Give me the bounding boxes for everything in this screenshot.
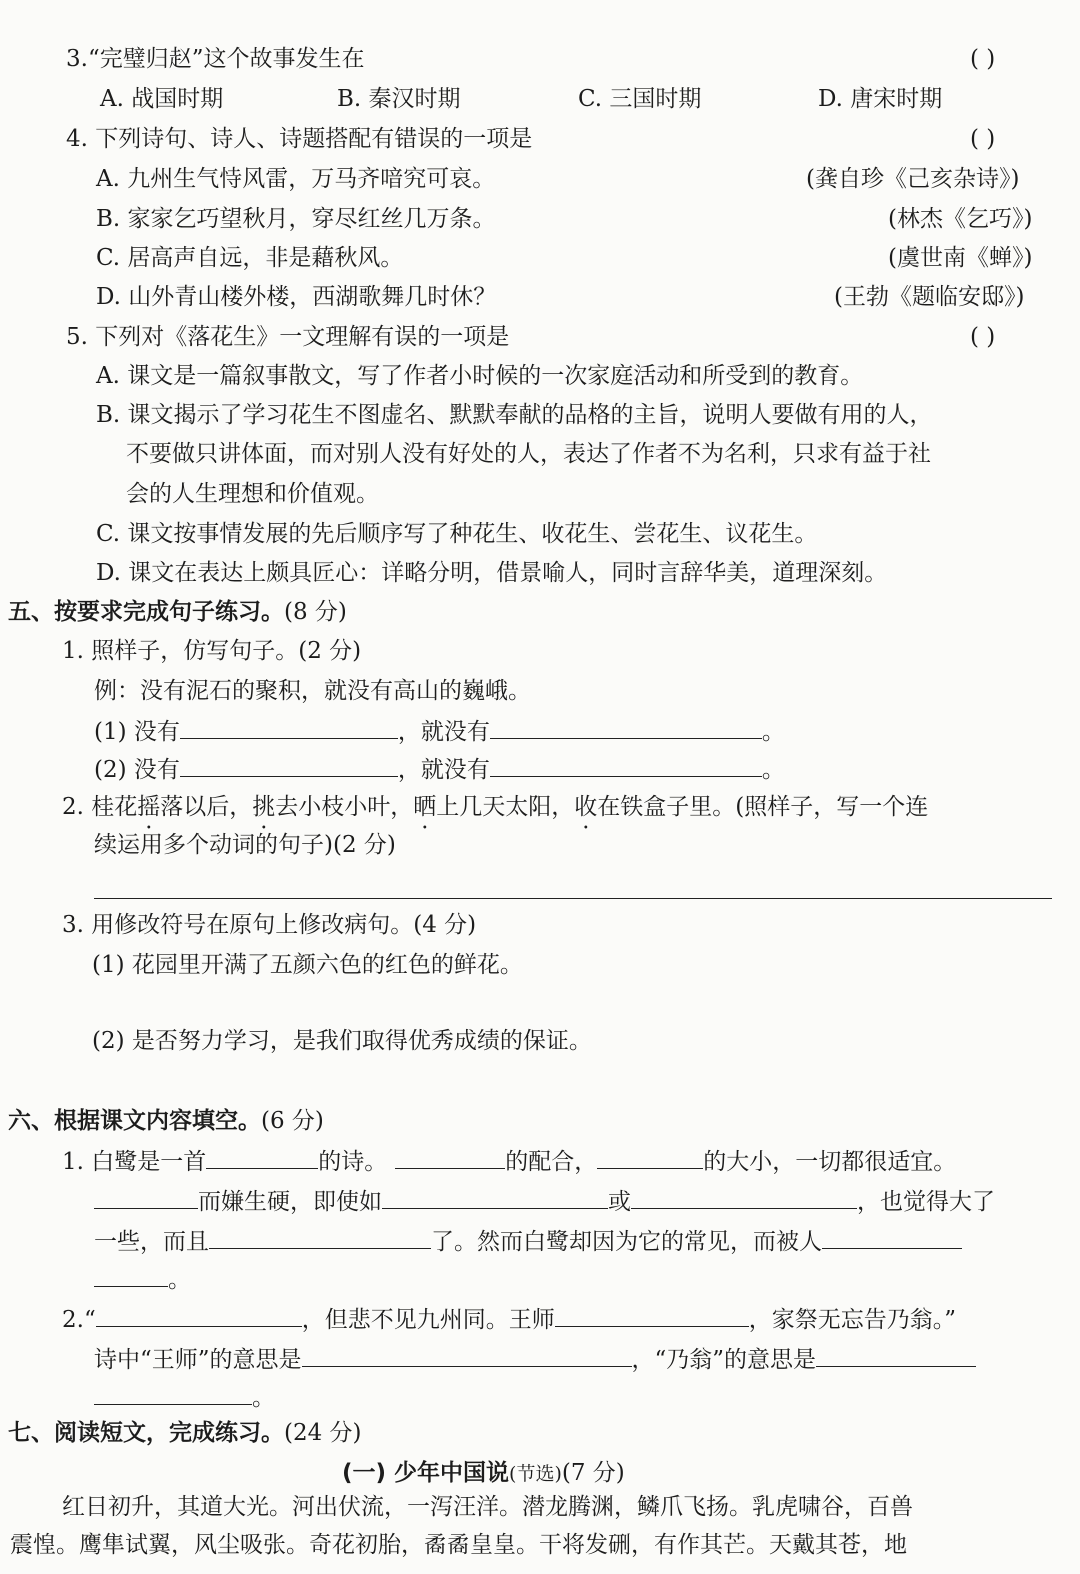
q4-option-a-source: (龚自珍《己亥杂诗》) [806,166,1020,192]
q3-stem: 3.“完璧归赵”这个故事发生在 [66,46,365,72]
s6-text: 而嫌生硬，即使如 [198,1189,382,1215]
reading-1-score: (7 分) [561,1460,625,1486]
s6-blank[interactable] [94,1382,252,1405]
s6-text: 了。然而白鹭却因为它的常见，而被人 [431,1229,822,1255]
q4-option-a[interactable]: A. 九州生气恃风雷，万马齐喑究可哀。 [96,166,496,192]
s6-text: ，家祭无忘告乃翁。” [748,1307,956,1333]
reading-1-para-line1: 红日初升，其道大光。河出伏流，一泻汪洋。潜龙腾渊，鳞爪飞扬。乳虎啸谷，百兽 [62,1494,913,1520]
s5-q2-text: 2. 桂花 [62,794,138,820]
s5-q2-stem [62,792,928,822]
s5-q1-stem: 1. 照样子，仿写句子。(2 分) [62,638,362,664]
s6-blank[interactable] [302,1344,632,1367]
s5-q2-stem-line2: 续运用多个动词的句子)(2 分) [94,832,396,858]
q4-option-d[interactable]: D. 山外青山楼外楼，西湖歌舞几时休？ [96,284,497,310]
q4-answer-paren[interactable]: ( ) [970,126,996,152]
q5-option-b-line2: 不要做只讲体面，而对别人没有好处的人，表达了作者不为名利，只求有益于社 [126,441,931,467]
s5-q2-text: 去小枝小叶， [275,794,414,820]
q5-answer-paren[interactable]: ( ) [970,324,996,350]
s6-blank[interactable] [206,1146,318,1169]
s6-blank[interactable] [382,1186,608,1209]
s5-q1-item2 [94,754,785,785]
q4-stem: 4. 下列诗句、诗人、诗题搭配有错误的一项是 [66,126,533,152]
q5-option-d[interactable]: D. 课文在表达上颇具匠心：详略分明，借景喻人，同时言辞华美，道理深刻。 [96,560,888,586]
s5-q1-item1-end: 。 [761,719,785,745]
s6-blank[interactable] [631,1186,857,1209]
q4-option-b-source: (林杰《乞巧》) [888,206,1033,232]
section-6-title: 六、根据课文内容填空。 [8,1108,261,1134]
s5-q1-item2-blank1[interactable] [180,754,398,777]
s5-q1-item1-mid: ，就没有 [397,719,490,745]
q5-option-b-line1[interactable]: B. 课文揭示了学习花生不图虚名、默默奉献的品格的主旨，说明人要做有用的人， [96,402,933,428]
q3-option-b[interactable]: B. 秦汉时期 [337,86,461,112]
s6-q2-line3 [94,1382,275,1413]
s6-text: 的配合， [505,1149,598,1175]
s5-q3-sentence1[interactable]: (1) 花园里开满了五颜六色的红色的鲜花。 [92,952,523,978]
s5-q1-item1-blank2[interactable] [490,716,762,739]
section-6-heading [8,1106,324,1136]
q5-option-a[interactable]: A. 课文是一篇叙事散文，写了作者小时候的一次家庭活动和所受到的教育。 [96,363,864,389]
section-6-score: (6 分) [261,1108,324,1134]
s6-q2-line2 [94,1344,976,1375]
s6-text: ，但悲不见九州同。王师 [301,1307,555,1333]
s5-q1-item2-blank2[interactable] [490,754,762,777]
q3-answer-paren[interactable]: ( ) [970,46,996,72]
s6-text: 。 [252,1385,275,1411]
s5-q1-item2-prefix: (2) 没有 [94,757,180,783]
s5-q2-text: 上几天太阳， [436,794,575,820]
q5-option-c[interactable]: C. 课文按事情发展的先后顺序写了种花生、收花生、尝花生、议花生。 [96,521,818,547]
s5-q3-sentence2[interactable]: (2) 是否努力学习，是我们取得优秀成绩的保证。 [92,1028,592,1054]
q4-option-b[interactable]: B. 家家乞巧望秋月，穿尽红丝几万条。 [96,206,496,232]
s6-text: 的大小，一切都很适宜。 [703,1149,957,1175]
s6-blank[interactable] [555,1304,749,1327]
s5-q1-item2-mid: ，就没有 [397,757,490,783]
s6-blank[interactable] [94,1186,198,1209]
s6-blank[interactable] [822,1226,962,1249]
s5-q2-verb: 收 [574,794,598,820]
s6-blank[interactable] [209,1226,431,1249]
q5-stem: 5. 下列对《落花生》一文理解有误的一项是 [66,324,510,350]
reading-1-title-text: (一) 少年中国说 [342,1460,510,1486]
s6-q1-line1 [62,1146,956,1177]
s5-q2-verb: 摇 [137,794,161,820]
s5-q2-verb: 挑 [252,794,276,820]
q4-option-c-source: (虞世南《蝉》) [888,245,1033,271]
s6-text: ，也觉得大了 [857,1189,995,1215]
reading-1-para-line2: 震惶。鹰隼试翼，风尘吸张。奇花初胎，矞矞皇皇。干将发硎，有作其芒。天戴其苍，地 [10,1532,907,1558]
q3-option-a[interactable]: A. 战国时期 [100,86,224,112]
section-7-title: 七、阅读短文，完成练习。 [8,1420,284,1446]
s6-text: 2.“ [62,1307,96,1333]
s5-q1-item1 [94,716,785,747]
section-5-heading [8,597,347,627]
q4-option-c[interactable]: C. 居高声自远，非是藉秋风。 [96,245,404,271]
s6-text: 或 [608,1189,631,1215]
q5-option-b-line3: 会的人生理想和价值观。 [126,481,379,507]
q3-option-c[interactable]: C. 三国时期 [578,86,702,112]
s5-q2-text: 在铁盒子里。(照样子，写一个连 [597,794,929,820]
s5-q1-item1-prefix: (1) 没有 [94,719,180,745]
q3-option-d[interactable]: D. 唐宋时期 [818,86,943,112]
s6-text: 诗中“王师”的意思是 [94,1347,302,1373]
s6-blank[interactable] [96,1304,302,1327]
s6-blank[interactable] [816,1344,976,1367]
s5-q1-item1-blank1[interactable] [180,716,398,739]
s6-q1-line3 [94,1226,962,1257]
s5-q1-example: 例：没有泥石的聚积，就没有高山的巍峨。 [94,678,531,704]
reading-1-title-note: (节选) [509,1463,562,1485]
q4-option-d-source: (王勃《题临安邸》) [834,284,1025,310]
s6-text: 一些，而且 [94,1229,209,1255]
s5-q1-item2-end: 。 [761,757,785,783]
s5-q3-stem: 3. 用修改符号在原句上修改病句。(4 分) [62,912,477,938]
s6-q1-line2 [94,1186,995,1217]
section-5-title: 五、按要求完成句子练习。 [8,599,284,625]
s6-q2-line1 [62,1304,956,1335]
section-5-score: (8 分) [284,599,347,625]
reading-1-title [342,1458,625,1489]
s6-q1-line4 [94,1264,191,1295]
section-7-score: (24 分) [284,1420,362,1446]
s5-q2-answer-line[interactable] [94,898,1052,899]
s5-q2-verb: 晒 [413,794,437,820]
s6-text: 1. 白鹭是一首 [62,1149,207,1175]
s6-blank[interactable] [395,1146,505,1169]
section-7-heading [8,1418,362,1448]
s6-text: ，“乃翁”的意思是 [631,1347,817,1373]
s6-blank[interactable] [94,1264,168,1287]
s6-text: 的诗。 [318,1149,388,1175]
s5-q2-text: 落以后， [160,794,253,820]
s6-blank[interactable] [597,1146,703,1169]
s6-text: 。 [168,1267,191,1293]
